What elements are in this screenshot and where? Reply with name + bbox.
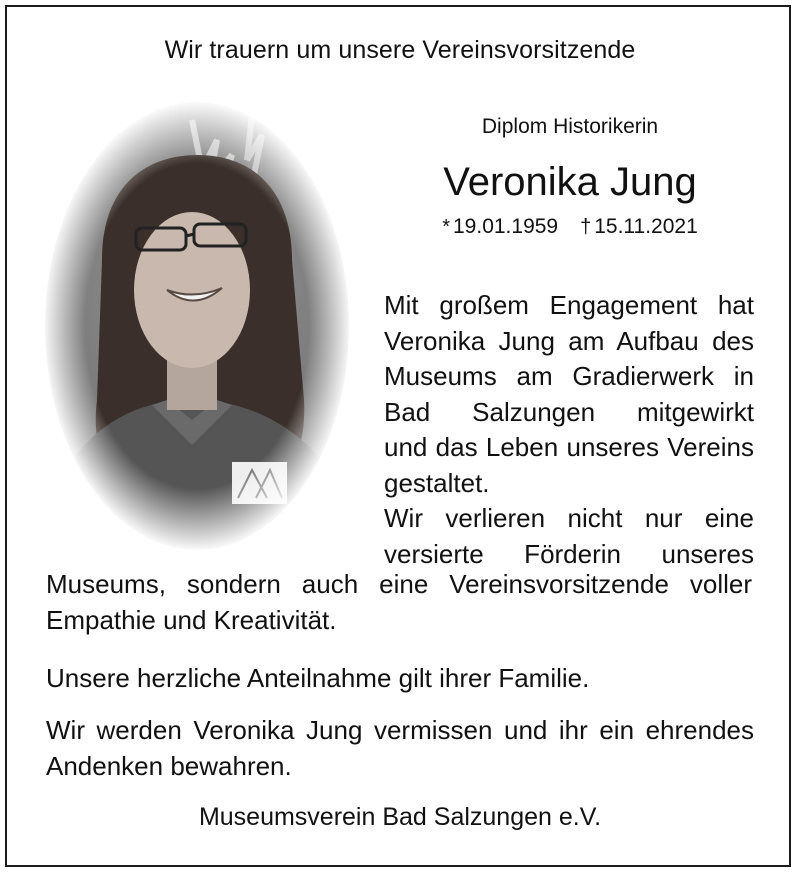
body-text-wide [46, 567, 752, 638]
body-line: Veronika Jung am Aufbau des [384, 325, 754, 356]
death-cross-icon: † [580, 216, 592, 238]
body-line: Andenken bewahren. [46, 750, 292, 781]
body-line: und das Leben unseres Vereins [384, 432, 754, 462]
body-line: Bad Salzungen mitgewirkt [384, 396, 754, 427]
body-line: Wir verlieren nicht nur eine [384, 503, 754, 533]
signature: Museumsverein Bad Salzungen e.V. [198, 803, 602, 831]
body-line: gestaltet. [384, 467, 490, 498]
life-dates [380, 215, 760, 239]
condolence-text: Unsere herzliche Anteilnahme gilt ihrer Familie. [46, 663, 590, 693]
body-line: Wir werden Veronika Jung vermissen und ihr ein ehrendes [46, 715, 754, 745]
portrait-photo [42, 100, 352, 552]
birth-date: 19.01.1959 [453, 215, 559, 238]
header-text: Wir trauern um unsere Vereinsvorsitzende [164, 36, 636, 64]
death-date: 15.11.2021 [594, 215, 698, 238]
birth-star-icon: * [442, 216, 450, 238]
remembrance-text [46, 713, 754, 784]
body-line: Museums am Gradierwerk in [384, 361, 754, 391]
body-line: Empathie und Kreativität. [46, 604, 337, 635]
body-line: versierte Förderin unseres [384, 538, 754, 569]
body-text-narrow [384, 288, 754, 572]
body-line: Museums, sondern auch eine Vereinsvorsitzende voller [46, 569, 752, 599]
deceased-name: Veronika Jung [443, 160, 697, 204]
body-line: Mit großem Engagement hat [384, 290, 754, 320]
deceased-title: Diplom Historikerin [481, 115, 659, 138]
